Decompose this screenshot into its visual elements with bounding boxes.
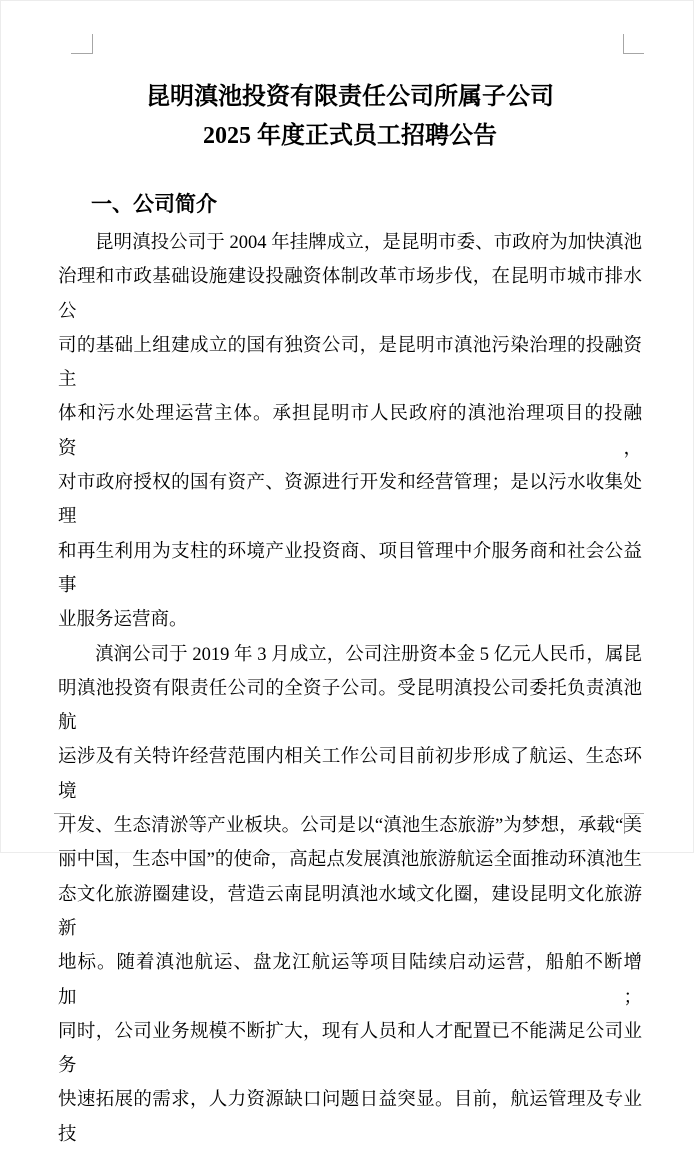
document-title [58,78,642,156]
body-text-line: 态文化旅游圈建设，营造云南昆明滇池水域文化圈，建设昆明文化旅游新 [58,884,642,939]
body-text-line: 地标。随着滇池航运、盘龙江航运等项目陆续启动运营，船舶不断增加； [58,953,642,1008]
section-heading: 一、公司简介 [91,193,217,216]
body-text-line: 快速拓展的需求，人力资源缺口问题日益突显。目前，航运管理及专业技 [58,1090,642,1145]
body-text-line: 明滇池投资有限责任公司的全资子公司。受昆明滇投公司委托负责滇池航 [58,678,642,734]
body-text-line: 丽中国，生态中国”的使命，高起点发展滇池旅游航运全面推动环滇池生 [58,850,642,871]
body-text-line: 同时，公司业务规模不断扩大，现有人员和人才配置已不能满足公司业务 [58,1021,642,1077]
body-text-line: 业服务运营商。 [58,610,188,631]
body-text-line: 治理和市政基础设施建设投融资体制改革市场步伐，在昆明市城市排水公 [58,267,642,322]
body-text-line: 对市政府授权的国有资产、资源进行开发和经营管理；是以污水收集处理 [58,473,642,528]
body-text-line: 和再生利用为支柱的环境产业投资商、项目管理中介服务商和社会公益事 [58,541,642,596]
document-body [58,226,642,1152]
document-title-line-1: 昆明滇池投资有限责任公司所属子公司 [146,84,554,110]
document-content [58,1,642,1152]
document-title-line-2: 2025 年度正式员工招聘公告 [203,123,497,149]
body-text-line: 开发、生态清淤等产业板块。公司是以“滇池生态旅游”为梦想，承载“美 [58,816,642,837]
body-text-line: 司的基础上组建成立的国有独资公司，是昆明市滇池污染治理的投融资主 [58,335,642,391]
body-text-line: 昆明滇投公司于 2004 年挂牌成立，是昆明市委、市政府为加快滇池 [95,233,642,253]
body-text-line: 运涉及有关特许经营范围内相关工作公司目前初步形成了航运、生态环境 [58,747,642,802]
body-text-line: 滇润公司于 2019 年 3 月成立，公司注册资本金 5 亿元人民币，属昆 [95,644,642,665]
body-text-line: 体和污水处理运营主体。承担昆明市人民政府的滇池治理项目的投融资， [58,404,642,459]
